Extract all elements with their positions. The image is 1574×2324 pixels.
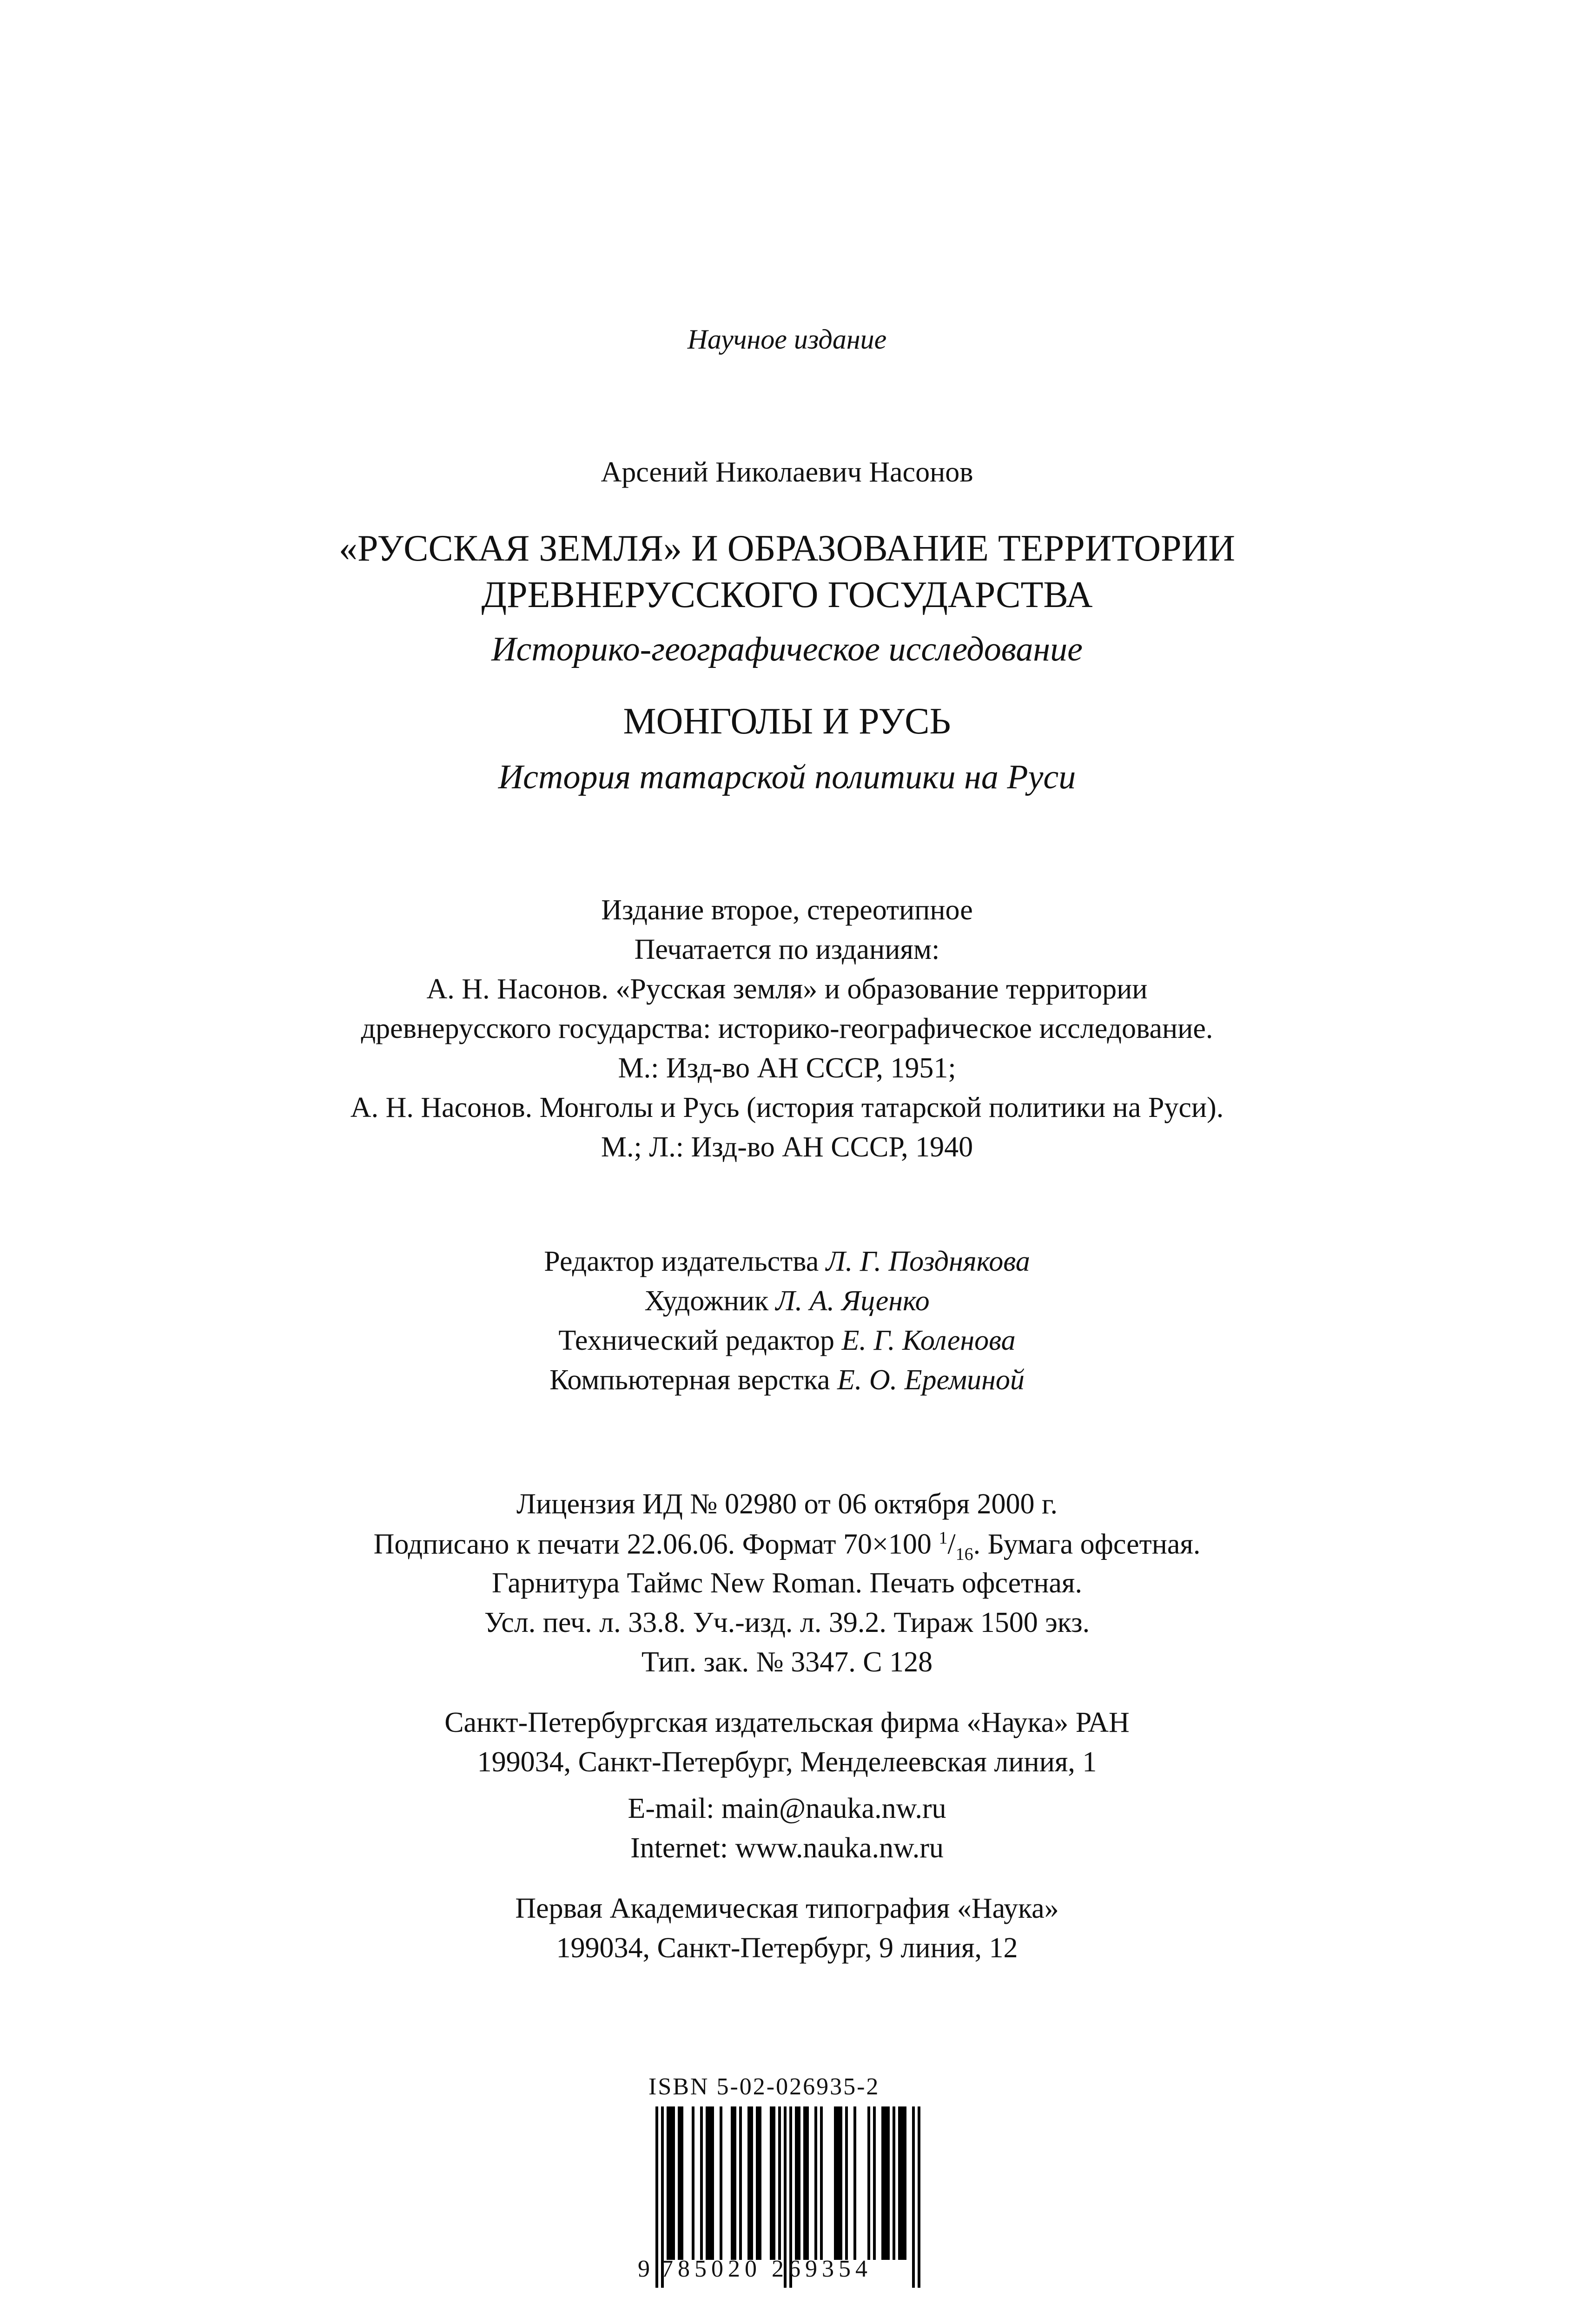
barcode-bar <box>918 2106 920 2288</box>
barcode-bar <box>731 2106 734 2260</box>
ean-right-group: 269354 <box>772 2256 872 2282</box>
barcode-bar <box>873 2106 876 2260</box>
barcode-bar <box>759 2106 761 2260</box>
barcode-bar <box>756 2106 759 2260</box>
order-line: Тип. зак. № 3347. С 128 <box>641 1646 933 1678</box>
printer-name: Первая Академическая типография «Наука» <box>515 1893 1059 1924</box>
work2-subtitle: История татарской политики на Руси <box>498 758 1076 796</box>
barcode-bar <box>708 2106 711 2260</box>
barcode-bar <box>700 2106 703 2260</box>
sheets-line: Усл. печ. л. 33.8. Уч.-изд. л. 39.2. Тираж 1500 экз. <box>484 1607 1090 1638</box>
barcode-bar <box>887 2106 890 2260</box>
printer-address: 199034, Санкт-Петербург, 9 линия, 12 <box>556 1932 1018 1964</box>
credit-layout <box>0 1366 1574 1394</box>
format-numerator: 1 <box>939 1528 948 1548</box>
barcode-bar <box>840 2106 842 2260</box>
work1-title-line2: ДРЕВНЕРУССКОГО ГОСУДАРСТВА <box>481 574 1093 615</box>
edition-line: М.; Л.: Изд-во АН СССР, 1940 <box>601 1131 973 1163</box>
barcode-bar <box>692 2106 694 2260</box>
credit-role: Технический редактор <box>558 1325 835 1356</box>
credit-tech-editor <box>0 1326 1574 1355</box>
barcode-bar <box>711 2106 714 2260</box>
barcode-bar <box>912 2106 915 2288</box>
edition-line: Издание второе, стереотипное <box>601 894 973 926</box>
barcode-bar <box>867 2106 870 2260</box>
credit-role: Художник <box>644 1285 769 1317</box>
barcode-bar <box>806 2106 809 2260</box>
edition-line: А. Н. Насонов. «Русская земля» и образование территории <box>426 973 1148 1005</box>
barcode-bar <box>667 2106 669 2260</box>
barcode-bar <box>739 2106 742 2260</box>
signed-suffix: . Бумага офсетная. <box>973 1528 1201 1560</box>
work1-subtitle: Историко-географическое исследование <box>491 630 1083 668</box>
barcode-bar <box>893 2106 895 2260</box>
work1-title-line1: «РУССКАЯ ЗЕМЛЯ» И ОБРАЗОВАНИЕ ТЕРРИТОРИИ <box>338 528 1236 569</box>
credit-person: Л. Г. Позднякова <box>826 1246 1030 1277</box>
barcode-bar <box>881 2106 884 2260</box>
barcode-bar <box>770 2106 773 2260</box>
ean-first-digit: 9 <box>638 2256 655 2282</box>
publisher-address: 199034, Санкт-Петербург, Менделеевская линия, 1 <box>477 1746 1097 1778</box>
barcode-bar <box>884 2106 887 2260</box>
barcode-bar <box>853 2106 856 2260</box>
format-denominator: 16 <box>955 1545 973 1565</box>
typeface-line: Гарнитура Таймс New Roman. Печать офсетная. <box>492 1567 1082 1599</box>
barcode-bar <box>814 2106 817 2260</box>
barcode-bar <box>901 2106 904 2260</box>
barcode-bar <box>778 2106 781 2260</box>
publisher-name: Санкт-Петербургская издательская фирма «Наука» РАН <box>444 1707 1130 1738</box>
signed-line: Подписано к печати 22.06.06. Формат 70×100 $^1/_{16}$. Бумага офсетная. <box>373 1528 1201 1565</box>
edition-line: А. Н. Насонов. Монголы и Русь (история татарской политики на Руси). <box>350 1092 1224 1123</box>
ean-left-group: 785020 <box>661 2256 761 2282</box>
publisher-email: E-mail: main@nauka.nw.ru <box>628 1793 946 1824</box>
barcode-bar <box>669 2106 672 2260</box>
barcode-bar <box>834 2106 837 2260</box>
barcode-bar <box>678 2106 681 2260</box>
barcode-bar <box>837 2106 840 2260</box>
credit-person: Е. О. Ереминой <box>837 1364 1025 1396</box>
barcode-bar <box>681 2106 683 2260</box>
credit-role: Редактор издательства <box>544 1246 819 1277</box>
barcode-bar <box>898 2106 901 2260</box>
barcode-bar <box>795 2106 798 2260</box>
publisher-internet: Internet: www.nauka.nw.ru <box>630 1832 944 1864</box>
barcode-bar <box>750 2106 753 2260</box>
author-name: Арсений Николаевич Насонов <box>601 456 973 488</box>
isbn-label: ISBN 5-02-026935-2 <box>648 2073 880 2100</box>
signed-prefix: Подписано к печати 22.06.06. Формат 70×100 <box>373 1528 939 1560</box>
barcode-bar <box>845 2106 848 2260</box>
barcode-bar <box>773 2106 775 2260</box>
credit-role: Компьютерная верстка <box>549 1364 830 1396</box>
barcode-bar <box>904 2106 906 2260</box>
barcode-bar <box>734 2106 736 2260</box>
edition-line: древнерусского государства: историко-географическое исследование. <box>361 1013 1213 1044</box>
barcode-bar <box>747 2106 750 2260</box>
barcode-bar <box>798 2106 800 2260</box>
ean-digits <box>638 2255 872 2283</box>
credit-person: Е. Г. Коленова <box>841 1325 1016 1356</box>
edition-line: Печатается по изданиям: <box>634 934 940 965</box>
edition-line: М.: Изд-во АН СССР, 1951; <box>618 1052 956 1084</box>
credit-person: Л. А. Яценко <box>775 1285 930 1317</box>
barcode-bar <box>706 2106 708 2260</box>
barcode-bar <box>803 2106 806 2260</box>
license-line: Лицензия ИД № 02980 от 06 октября 2000 г. <box>516 1488 1058 1520</box>
credit-artist <box>0 1287 1574 1315</box>
credit-editor <box>0 1247 1574 1276</box>
barcode-bar <box>720 2106 722 2260</box>
barcode-bar <box>820 2106 823 2260</box>
work2-title: МОНГОЛЫ И РУСЬ <box>623 701 951 742</box>
barcode-bar <box>672 2106 675 2260</box>
edition-type: Научное издание <box>687 324 887 355</box>
